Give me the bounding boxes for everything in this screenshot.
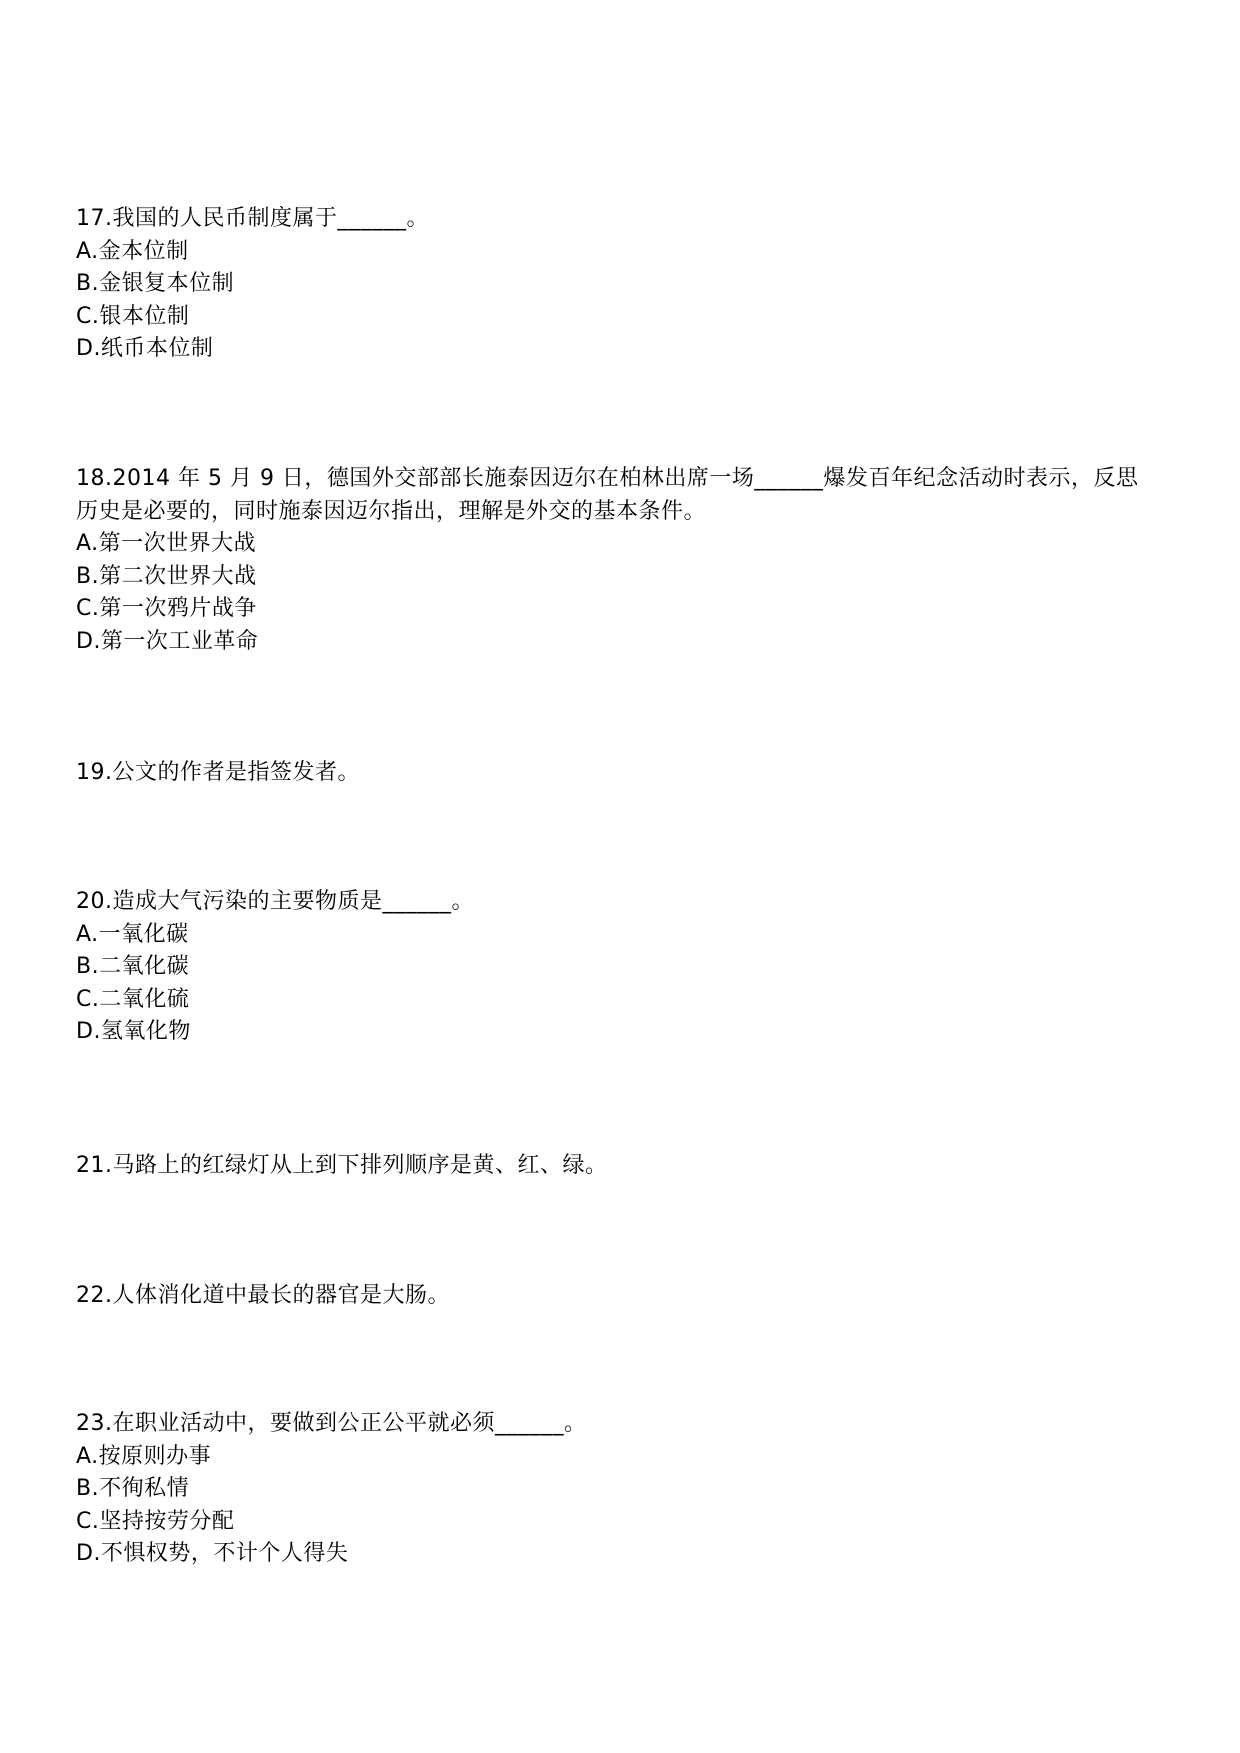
option-d: D.氢氧化物 <box>76 1019 191 1044</box>
option-list <box>76 528 1156 658</box>
option-d: D.不惧权势，不计个人得失 <box>76 1541 349 1566</box>
question-stem: 23.在职业活动中，要做到公正公平就必须______。 <box>76 1411 587 1436</box>
option-a: A.按原则办事 <box>76 1443 212 1469</box>
question-22 <box>76 1280 1156 1313</box>
question-stem: 21.马路上的红绿灯从上到下排列顺序是黄、红、绿。 <box>76 1153 608 1178</box>
option-c: C.坚持按劳分配 <box>76 1508 235 1534</box>
option-list <box>76 1441 1156 1571</box>
question-20 <box>76 886 1156 1049</box>
option-b: B.不徇私情 <box>76 1476 190 1501</box>
option-list <box>76 919 1156 1049</box>
question-stem: 17.我国的人民币制度属于______。 <box>76 206 429 231</box>
option-c: C.第一次鸦片战争 <box>76 596 257 621</box>
option-a: A.一氧化碳 <box>76 921 189 947</box>
question-stem: 22.人体消化道中最长的器官是大肠。 <box>76 1283 450 1308</box>
option-b: B.金银复本位制 <box>76 271 235 296</box>
option-d: D.第一次工业革命 <box>76 628 259 654</box>
question-stem: 20.造成大气污染的主要物质是______。 <box>76 889 474 914</box>
question-stem: 18.2014 年 5 月 9 日，德国外交部部长施泰因迈尔在柏林出席一场______爆发百年纪念活动时表示，反思历史是必要的，同时施泰因迈尔指出，理解是外交的基本条件。 <box>76 466 1139 524</box>
option-c: C.二氧化硫 <box>76 986 190 1012</box>
question-18 <box>76 463 1156 658</box>
option-d: D.纸币本位制 <box>76 336 214 361</box>
option-a: A.金本位制 <box>76 238 189 264</box>
question-17 <box>76 203 1156 366</box>
option-a: A.第一次世界大战 <box>76 531 257 556</box>
question-23 <box>76 1408 1156 1571</box>
question-19 <box>76 757 1156 790</box>
option-c: C.银本位制 <box>76 303 190 329</box>
question-21 <box>76 1150 1156 1183</box>
option-b: B.二氧化碳 <box>76 954 190 979</box>
question-stem: 19.公文的作者是指签发者。 <box>76 760 360 785</box>
option-b: B.第二次世界大战 <box>76 563 257 589</box>
option-list <box>76 236 1156 366</box>
